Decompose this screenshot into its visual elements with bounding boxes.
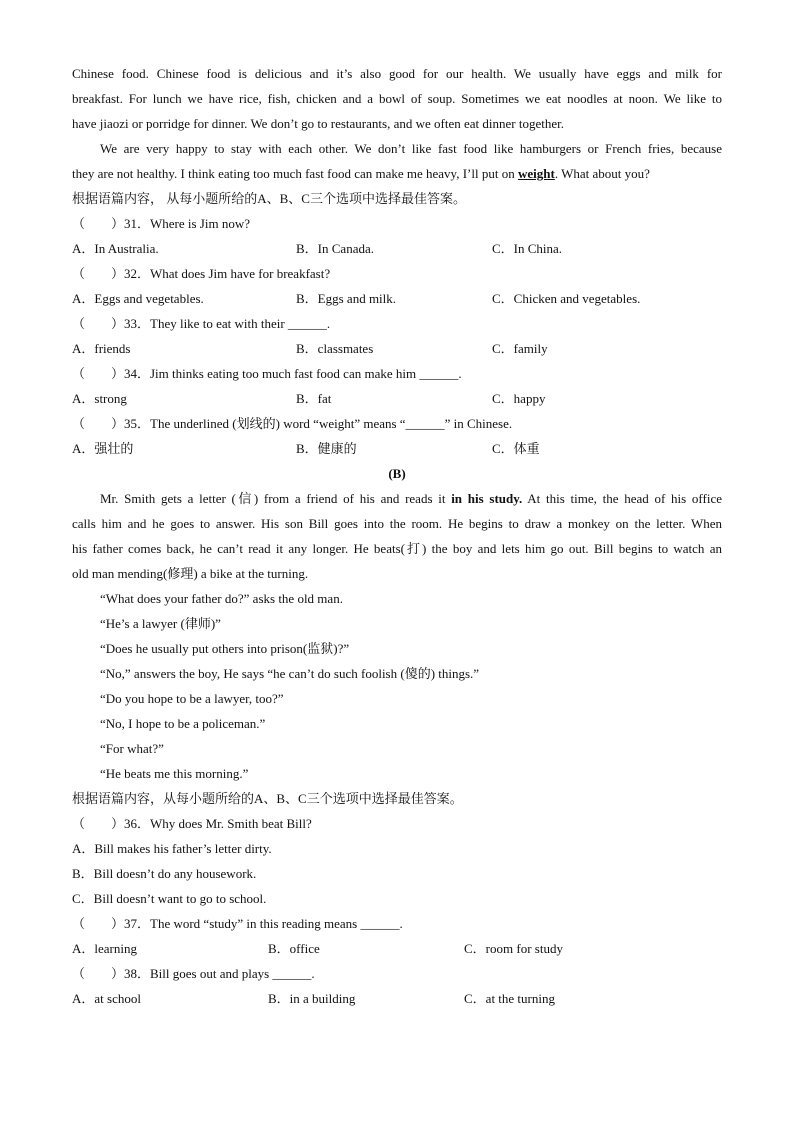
passage-b-line: old man mending(修理) a bike at the turning. (72, 566, 309, 581)
question-38: （ ）38．Bill goes out and plays ______. (72, 966, 315, 981)
option-c: C．Chicken and vegetables. (492, 291, 641, 306)
passage-a-line: have jiaozi or porridge for dinner. We don’t go to restaurants, and we often eat dinner together. (72, 116, 564, 131)
underlined-word: weight (517, 166, 555, 181)
instruction-a: 根据语篇内容， 从每小题所给的A、B、C三个选项中选择最佳答案。 (72, 191, 466, 206)
options-32 (72, 286, 722, 311)
option-c: C．at the turning (464, 991, 555, 1006)
instruction-b: 根据语篇内容，从每小题所给的A、B、C三个选项中选择最佳答案。 (72, 791, 463, 806)
dialogue-line: “He’s a lawyer (律师)” (100, 616, 221, 631)
passage-a-line (72, 161, 722, 186)
option-b: B．In Canada. (296, 241, 374, 256)
option-c: C．happy (492, 391, 546, 406)
dialogue-line: “For what?” (100, 741, 164, 756)
question-36: （ ）36．Why does Mr. Smith beat Bill? (72, 816, 312, 831)
option-a: A．Bill makes his father’s letter dirty. (72, 841, 272, 856)
options-35 (72, 436, 722, 461)
section-b-title: (B) (388, 466, 406, 481)
option-a: A．learning (72, 941, 137, 956)
text-run: they are not healthy. I think eating too much fast food can make me heavy, I’ll put on (72, 166, 518, 181)
passage-b-line (72, 486, 722, 511)
option-b: B．office (268, 941, 320, 956)
dialogue-line: “No,” answers the boy, He says “he can’t do such foolish (傻的) things.” (100, 666, 480, 681)
option-c: C．Bill doesn’t want to go to school. (72, 891, 267, 906)
question-37: （ ）37．The word “study” in this reading means ______. (72, 916, 403, 931)
option-b: B．classmates (296, 341, 374, 356)
dialogue-line: “Do you hope to be a lawyer, too?” (100, 691, 284, 706)
text-run: Mr. Smith gets a letter (信) from a friend of his and reads it (100, 491, 452, 506)
question-31: （ ）31．Where is Jim now? (72, 216, 251, 231)
option-b: B．健康的 (296, 441, 357, 456)
dialogue-line: “He beats me this morning.” (100, 766, 249, 781)
options-38 (72, 986, 722, 1011)
question-33: （ ）33．They like to eat with their ______. (72, 316, 331, 331)
option-b: B．Bill doesn’t do any housework. (72, 866, 257, 881)
options-33 (72, 336, 722, 361)
question-32: （ ）32．What does Jim have for breakfast? (72, 266, 331, 281)
options-34 (72, 386, 722, 411)
option-a: A．In Australia. (72, 241, 159, 256)
passage-a-line: breakfast. For lunch we have rice, fish, chicken and a bowl of soup. Sometimes we eat noodles at noon. We like to (72, 91, 722, 106)
option-c: C．In China. (492, 241, 563, 256)
bold-phrase: in his study. (451, 491, 523, 506)
option-a: A．strong (72, 391, 127, 406)
passage-a-line: Chinese food. Chinese food is delicious and it’s also good for our health. We usually have eggs and milk for (72, 66, 722, 81)
text-run: At this time, the head of his office (522, 491, 722, 506)
options-31 (72, 236, 722, 261)
passage-b-line: his father comes back, he can’t read it any longer. He beats(打) the boy and lets him go out. Bill begins to watch an (72, 541, 722, 556)
question-35: （ ）35．The underlined (划线的) word “weight” means “______” in Chinese. (72, 416, 513, 431)
option-a: A．Eggs and vegetables. (72, 291, 204, 306)
option-c: C．体重 (492, 441, 540, 456)
text-run: . What about you? (554, 166, 650, 181)
question-34: （ ）34．Jim thinks eating too much fast food can make him ______. (72, 366, 462, 381)
option-c: C．room for study (464, 941, 563, 956)
option-a: A．at school (72, 991, 141, 1006)
option-b: B．fat (296, 391, 332, 406)
option-a: A．强壮的 (72, 441, 134, 456)
passage-b-line: calls him and he goes to answer. His son Bill goes into the room. He begins to draw a monkey on the letter. When (72, 516, 722, 531)
dialogue-line: “No, I hope to be a policeman.” (100, 716, 266, 731)
dialogue-line: “Does he usually put others into prison(监狱)?” (100, 641, 350, 656)
dialogue-line: “What does your father do?” asks the old man. (100, 591, 343, 606)
exam-page (72, 61, 722, 1011)
option-b: B．in a building (268, 991, 356, 1006)
option-c: C．family (492, 341, 548, 356)
option-b: B．Eggs and milk. (296, 291, 397, 306)
passage-a-line: We are very happy to stay with each other. We don’t like fast food like hamburgers or French fries, because (100, 141, 722, 156)
option-a: A．friends (72, 341, 131, 356)
options-37 (72, 936, 722, 961)
